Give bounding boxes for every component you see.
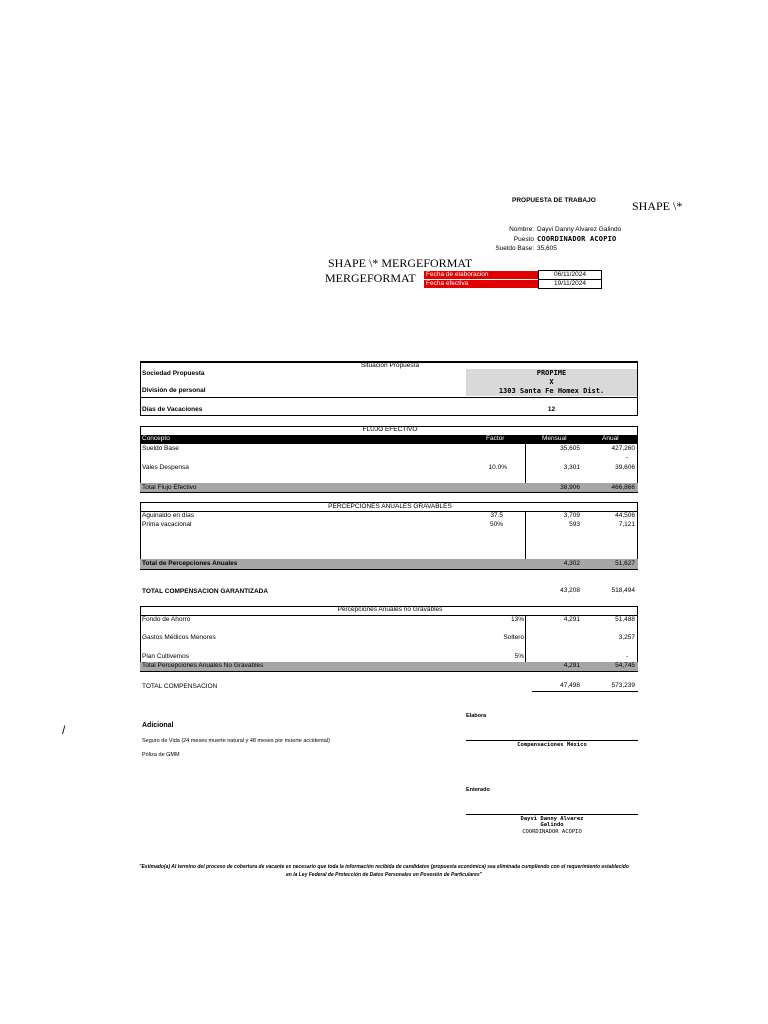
division-value: 1303 Santa Fe Homex Dist. (498, 387, 605, 395)
sueldo-anual: 427,260 (611, 445, 635, 452)
gastos-anual: 3,257 (618, 634, 635, 641)
adicional-title: Adicional (142, 722, 174, 729)
no-gravables-total-mensual: 4,291 (563, 662, 580, 669)
col-anual: Anual (602, 435, 619, 442)
vales-row-label: Vales Despensa (142, 464, 189, 471)
plan-factor: 5% (514, 653, 524, 660)
fecha-efectiva-label: Fecha efectiva (424, 280, 538, 288)
aguinaldo-factor: 37.5 (490, 512, 503, 519)
dash: - (625, 454, 628, 461)
garantizada-anual: 518,494 (611, 587, 635, 594)
enterado-label: Enterado (466, 787, 490, 793)
percepciones-title: PERCEPCIONES ANUALES GRAVABLES (328, 503, 452, 510)
sueldo-row-label: Sueldo Base (142, 445, 179, 452)
enterado-name: Dayvi Danny Alvarez (520, 816, 584, 822)
elabora-label: Elabora (466, 713, 487, 719)
shape-field-right: SHAPE \* (632, 199, 683, 213)
sociedad-value-x: X (549, 378, 554, 386)
sociedad-value: PROPIME (536, 369, 567, 377)
plan-label: Plan Cultivemos (142, 653, 189, 660)
prima-factor: 50% (489, 521, 503, 528)
vales-anual: 39,606 (615, 464, 635, 471)
sueldo-base-value: 35,605 (537, 245, 557, 252)
garantizada-mensual: 43,208 (560, 587, 580, 594)
col-concepto: Concepto (142, 435, 170, 442)
enterado-name-2: Galindo (540, 822, 564, 828)
flujo-total-label: Total Flujo Efectivo (142, 484, 197, 491)
situacion-title: Situación Propuesta (360, 362, 420, 369)
vales-mensual: 3,301 (563, 464, 580, 471)
col-factor: Factor (486, 435, 505, 442)
total-comp-label: TOTAL COMPENSACION (142, 683, 218, 690)
puesto-label: Puesto (513, 236, 534, 243)
aguinaldo-anual: 44,506 (615, 512, 635, 519)
no-gravables-title: Percepciones Anuales no Gravables (337, 606, 443, 613)
nombre-value: Dayvi Danny Alvarez Galindo (537, 226, 622, 233)
percepciones-total-label: Total de Percepciones Anuales (142, 560, 238, 567)
fecha-elaboracion-value: 06/11/2024 (538, 270, 602, 280)
no-gravables-total-label: Total Percepciones Anuales No Gravables (142, 662, 264, 669)
garantizada-label: TOTAL COMPENSACION GARANTIZADA (142, 588, 269, 595)
seguro-text: Seguro de Vida (24 meses muerte natural y 48 meses por muerte accidental) (142, 738, 330, 744)
flujo-total-anual: 466,866 (611, 484, 635, 491)
col-mensual: Mensual (542, 435, 567, 442)
ahorro-anual: 51,488 (615, 616, 635, 623)
fecha-efectiva-value: 19/11/2024 (538, 279, 602, 289)
shape-field-mid: SHAPE \* MERGEFORMAT (328, 256, 473, 270)
vacaciones-label: Días de Vacaciones (142, 406, 203, 413)
percepciones-total-anual: 51,627 (615, 560, 635, 567)
poliza-text: Póliza de GMM (142, 752, 180, 758)
plan-anual: - (625, 653, 628, 660)
puesto-value: COORDINADOR ACOPIO (537, 235, 617, 243)
aguinaldo-label: Aguinaldo en días (142, 512, 195, 519)
total-comp-anual: 573,239 (611, 682, 635, 689)
prima-label: Prima vacacional (142, 521, 192, 528)
slash-mark: / (62, 723, 66, 737)
sueldo-base-label: Sueldo Base: (495, 245, 534, 252)
vales-factor: 10.0% (488, 464, 507, 471)
prima-anual: 7,121 (618, 521, 635, 528)
total-comp-mensual: 47,498 (560, 682, 580, 689)
flujo-total-mensual: 38,906 (560, 484, 580, 491)
elabora-name: Compensaciones México (517, 742, 587, 748)
enterado-puesto: COORDINADOR ACOPIO (522, 829, 582, 835)
nombre-label: Nombre: (509, 226, 534, 233)
sociedad-label: Sociedad Propuesta (142, 370, 205, 377)
ahorro-factor: 13% (510, 616, 524, 623)
ahorro-mensual: 4,291 (563, 616, 580, 623)
footer-disclaimer: "Estimado(a) Al termino del proceso de cobertura de vacante es necesario que toda la información recibida de candidatos (propuesta económica) sea eliminada cumpliendo con el requerimiento establecido (139, 864, 629, 870)
fecha-elaboracion-label: Fecha de elaboracion (424, 271, 538, 279)
ahorro-label: Fondo de Ahorro (142, 616, 191, 623)
prima-mensual: 593 (569, 521, 580, 528)
vacaciones-value: 12 (547, 406, 556, 413)
sueldo-mensual: 35,605 (560, 445, 580, 452)
no-gravables-total-anual: 54,745 (615, 662, 635, 669)
aguinaldo-mensual: 3,709 (563, 512, 580, 519)
page-title: PROPUESTA DE TRABAJO (512, 197, 596, 204)
flujo-header-row (140, 435, 638, 444)
gastos-label: Gastos Médicos Menores (142, 634, 216, 641)
percepciones-total-mensual: 4,302 (563, 560, 580, 567)
gastos-factor: Soltero (503, 634, 524, 641)
flujo-title: FLUJO EFECTIVO (362, 426, 418, 433)
division-label: División de personal (142, 387, 206, 394)
shape-field-mid-2: MERGEFORMAT (325, 271, 416, 285)
footer-disclaimer-2: en la Ley Federal de Protección de Datos Personales en Posesión de Particulares" (285, 872, 483, 878)
